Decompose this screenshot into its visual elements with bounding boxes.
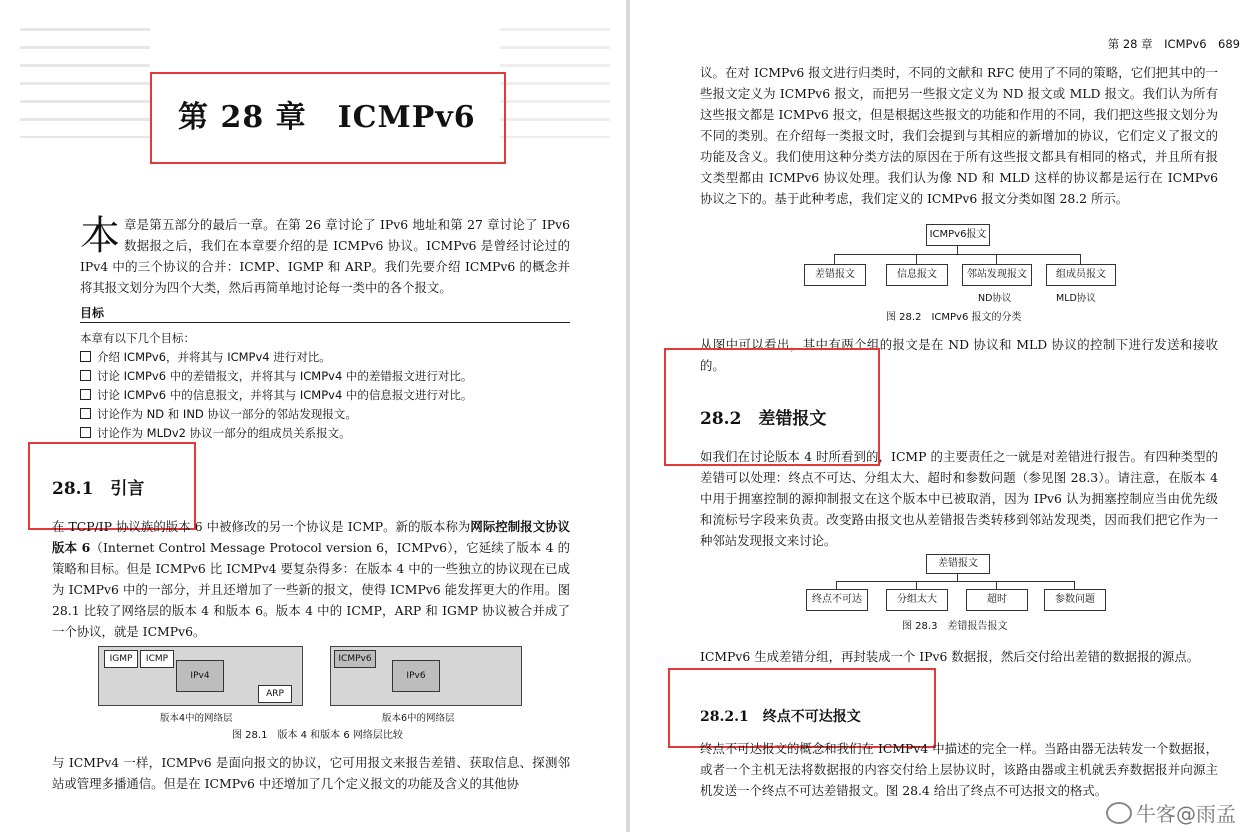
tree-line <box>834 254 1080 255</box>
logo-icon <box>1106 802 1132 824</box>
mld-protocol-label: MLD协议 <box>1056 293 1096 304</box>
list-item: 讨论作为 ND 和 IND 协议一部分的邻站发现报文。 <box>80 405 472 424</box>
igmp-box: IGMP <box>104 650 138 668</box>
error-root-box: 差错报文 <box>926 554 990 574</box>
tree-line <box>916 254 917 264</box>
icmpv6-root-box: ICMPv6报文 <box>926 224 990 246</box>
checkbox-icon <box>80 427 91 438</box>
bottom-paragraph: 与 ICMPv4 一样，ICMPv6 是面向报文的协议，它可用报文来报告差错、获取信息、探测邻站或管理多播通信。但是在 ICMPv6 中还增加了几个定义报文的功能及含义的其他协 <box>52 755 570 791</box>
nd-protocol-label: ND协议 <box>978 293 1012 304</box>
objectives-rule <box>80 322 570 323</box>
tree-line <box>957 245 958 254</box>
highlight-box-subsection <box>668 668 936 748</box>
info-msg-box: 信息报文 <box>886 264 948 286</box>
highlight-box-chapter <box>150 72 506 164</box>
group-msg-box: 组成员报文 <box>1046 264 1116 286</box>
section-paragraph: 在 TCP/IP 协议族的版本 6 中被修改的另一个协议是 ICMP。新的版本称为网际控制报文协议版本 6（Internet Control Message Protocol version 6，ICMPv6），它延续了版本 4 的策略和目标。但是 ICMPv6 比 ICMPv4 要复杂得多：在版本 4 中的一些独立的协议现在已成为 ICMPv6 中的一部分，并且还增加了一些新的报文，使得 ICMPv6 能发挥更大的作用。图 28.1 比较了网络层的版本 4 和版本 6。版本 4 中的 ICMP，ARP 和 IGMP 协议被合并成了一个协议，就是 ICMPv6。 <box>52 519 571 639</box>
bleed-through-shadow <box>20 28 150 138</box>
dest-unreachable-box: 终点不可达 <box>806 589 868 611</box>
ipv6-box: IPv6 <box>392 660 440 692</box>
list-item: 讨论作为 MLDv2 协议一部分的组成员关系报文。 <box>80 424 472 443</box>
tree-line <box>836 581 1074 582</box>
section-heading-28-1: 28.1 引言 <box>52 479 145 499</box>
time-exceeded-box: 超时 <box>966 589 1028 611</box>
intro-paragraph <box>80 214 570 298</box>
objectives-title: 目标 <box>80 306 105 320</box>
tree-line <box>996 254 997 264</box>
figure-caption-28-2: 图 28.2 ICMPv6 报文的分类 <box>886 312 1022 323</box>
v4-label: 版本4中的网络层 <box>160 713 233 724</box>
right-page <box>630 0 1250 832</box>
intro-text: 章是第五部分的最后一章。在第 26 章讨论了 IPv6 地址和第 27 章讨论了 IPv6 数据报之后，我们在本章要介绍的是 ICMPv6 协议。ICMPv6 是曾经讨论过的 IPv4 中的三个协议的合并：ICMP、IGMP 和 ARP。我们先要介绍 ICMPv6 的概念并将其报文划分为四个大类，然后再简单地讨论每一类中的各个报文。 <box>80 217 570 295</box>
drop-cap: 本 <box>80 213 120 259</box>
paragraph-5: 终点不可达报文的概念和我们在 ICMPv4 中描述的完全一样。当路由器无法转发一个数据报，或者一个主机无法将数据报的内容交付给上层协议时，该路由器或主机就丢弃数据报并向源主机发送一个终点不可达差错报文。图 28.4 给出了终点不可达报文的格式。 <box>700 741 1218 798</box>
packet-too-big-box: 分组太大 <box>886 589 948 611</box>
tree-line <box>996 581 997 589</box>
objectives-intro: 本章有以下几个目标： <box>80 331 195 345</box>
checkbox-icon <box>80 408 91 419</box>
figure-caption-28-1: 图 28.1 版本 4 和版本 6 网络层比较 <box>232 730 403 741</box>
list-item: 讨论 ICMPv6 中的差错报文，并将其与 ICMPv4 中的差错报文进行对比。 <box>80 367 472 386</box>
error-msg-box: 差错报文 <box>804 264 866 286</box>
section-heading-28-2: 28.2 差错报文 <box>700 409 827 429</box>
figure-caption-28-3: 图 28.3 差错报告报文 <box>902 621 1008 632</box>
tree-line <box>1074 581 1075 589</box>
checkbox-icon <box>80 370 91 381</box>
tree-line <box>834 254 835 264</box>
chapter-title: 第 28 章 ICMPv6 <box>178 100 476 135</box>
list-item: 介绍 ICMPv6，并将其与 ICMPv4 进行对比。 <box>80 348 472 367</box>
running-header: 第 28 章 ICMPv6 689 <box>1107 37 1240 51</box>
tree-line <box>836 581 837 589</box>
tree-line <box>957 573 958 581</box>
arp-box: ARP <box>258 685 292 703</box>
v6-label: 版本6中的网络层 <box>382 713 455 724</box>
tree-line <box>916 581 917 589</box>
paragraph-1: 议。在对 ICMPv6 报文进行归类时，不同的文献和 RFC 使用了不同的策略，它们把其中的一些报文定义为 ICMPv6 报文，而把另一些报文定义为 ND 报文或 MLD 报文。我们认为所有这些报文都是 ICMPv6 报文，但是根据这些报文的功能和作用的不同，我们把这些报文划分为不同的类别。在介绍每一类报文时，我们会提到与其相应的新增加的协议，它们定义了报文的功能及含义。我们使用这种分类方法的原因在于所有这些报文都具有相同的格式，并且所有报文类型都由 ICMPv6 协议处理。我们认为像 ND 和 MLD 这样的协议都是运行在 ICMPv6 协议之下的。基于此种考虑，我们定义的 ICMPv6 报文分类如图 28.2 所示。 <box>700 65 1218 206</box>
ipv4-box: IPv4 <box>176 660 224 692</box>
checkbox-icon <box>80 351 91 362</box>
icmpv6-box: ICMPv6 <box>334 650 376 668</box>
paragraph-3: 如我们在讨论版本 4 时所看到的，ICMP 的主要责任之一就是对差错进行报告。有四种类型的差错可以处理：终点不可达、分组太大、超时和参数问题（参见图 28.3）。请注意，在版本 4 中用于拥塞控制的源抑制报文在这个版本中已被取消，因为 IPv6 认为拥塞控制应当由优先级和流标号字段来负责。改变路由报文也从差错报告类转移到邻站发现类，因而我们把它作为一种邻站发现报文来讨论。 <box>700 449 1218 548</box>
paragraph-4: ICMPv6 生成差错分组，再封装成一个 IPv6 数据报，然后交付给出差错的数据报的源点。 <box>700 649 1200 664</box>
checkbox-icon <box>80 389 91 400</box>
subsection-heading-28-2-1: 28.2.1 终点不可达报文 <box>700 709 861 725</box>
icmp-box: ICMP <box>140 650 174 668</box>
list-item: 讨论 ICMPv6 中的信息报文，并将其与 ICMPv4 中的信息报文进行对比。 <box>80 386 472 405</box>
bleed-through-shadow <box>500 28 610 138</box>
tree-line <box>1080 254 1081 264</box>
nd-msg-box: 邻站发现报文 <box>962 264 1032 286</box>
objectives-list <box>80 348 472 443</box>
paragraph-2: 从图中可以看出，其中有两个组的报文是在 ND 协议和 MLD 协议的控制下进行发送和接收的。 <box>700 337 1218 373</box>
parameter-problem-box: 参数问题 <box>1044 589 1106 611</box>
watermark: 牛客@雨孟 <box>1106 798 1236 827</box>
